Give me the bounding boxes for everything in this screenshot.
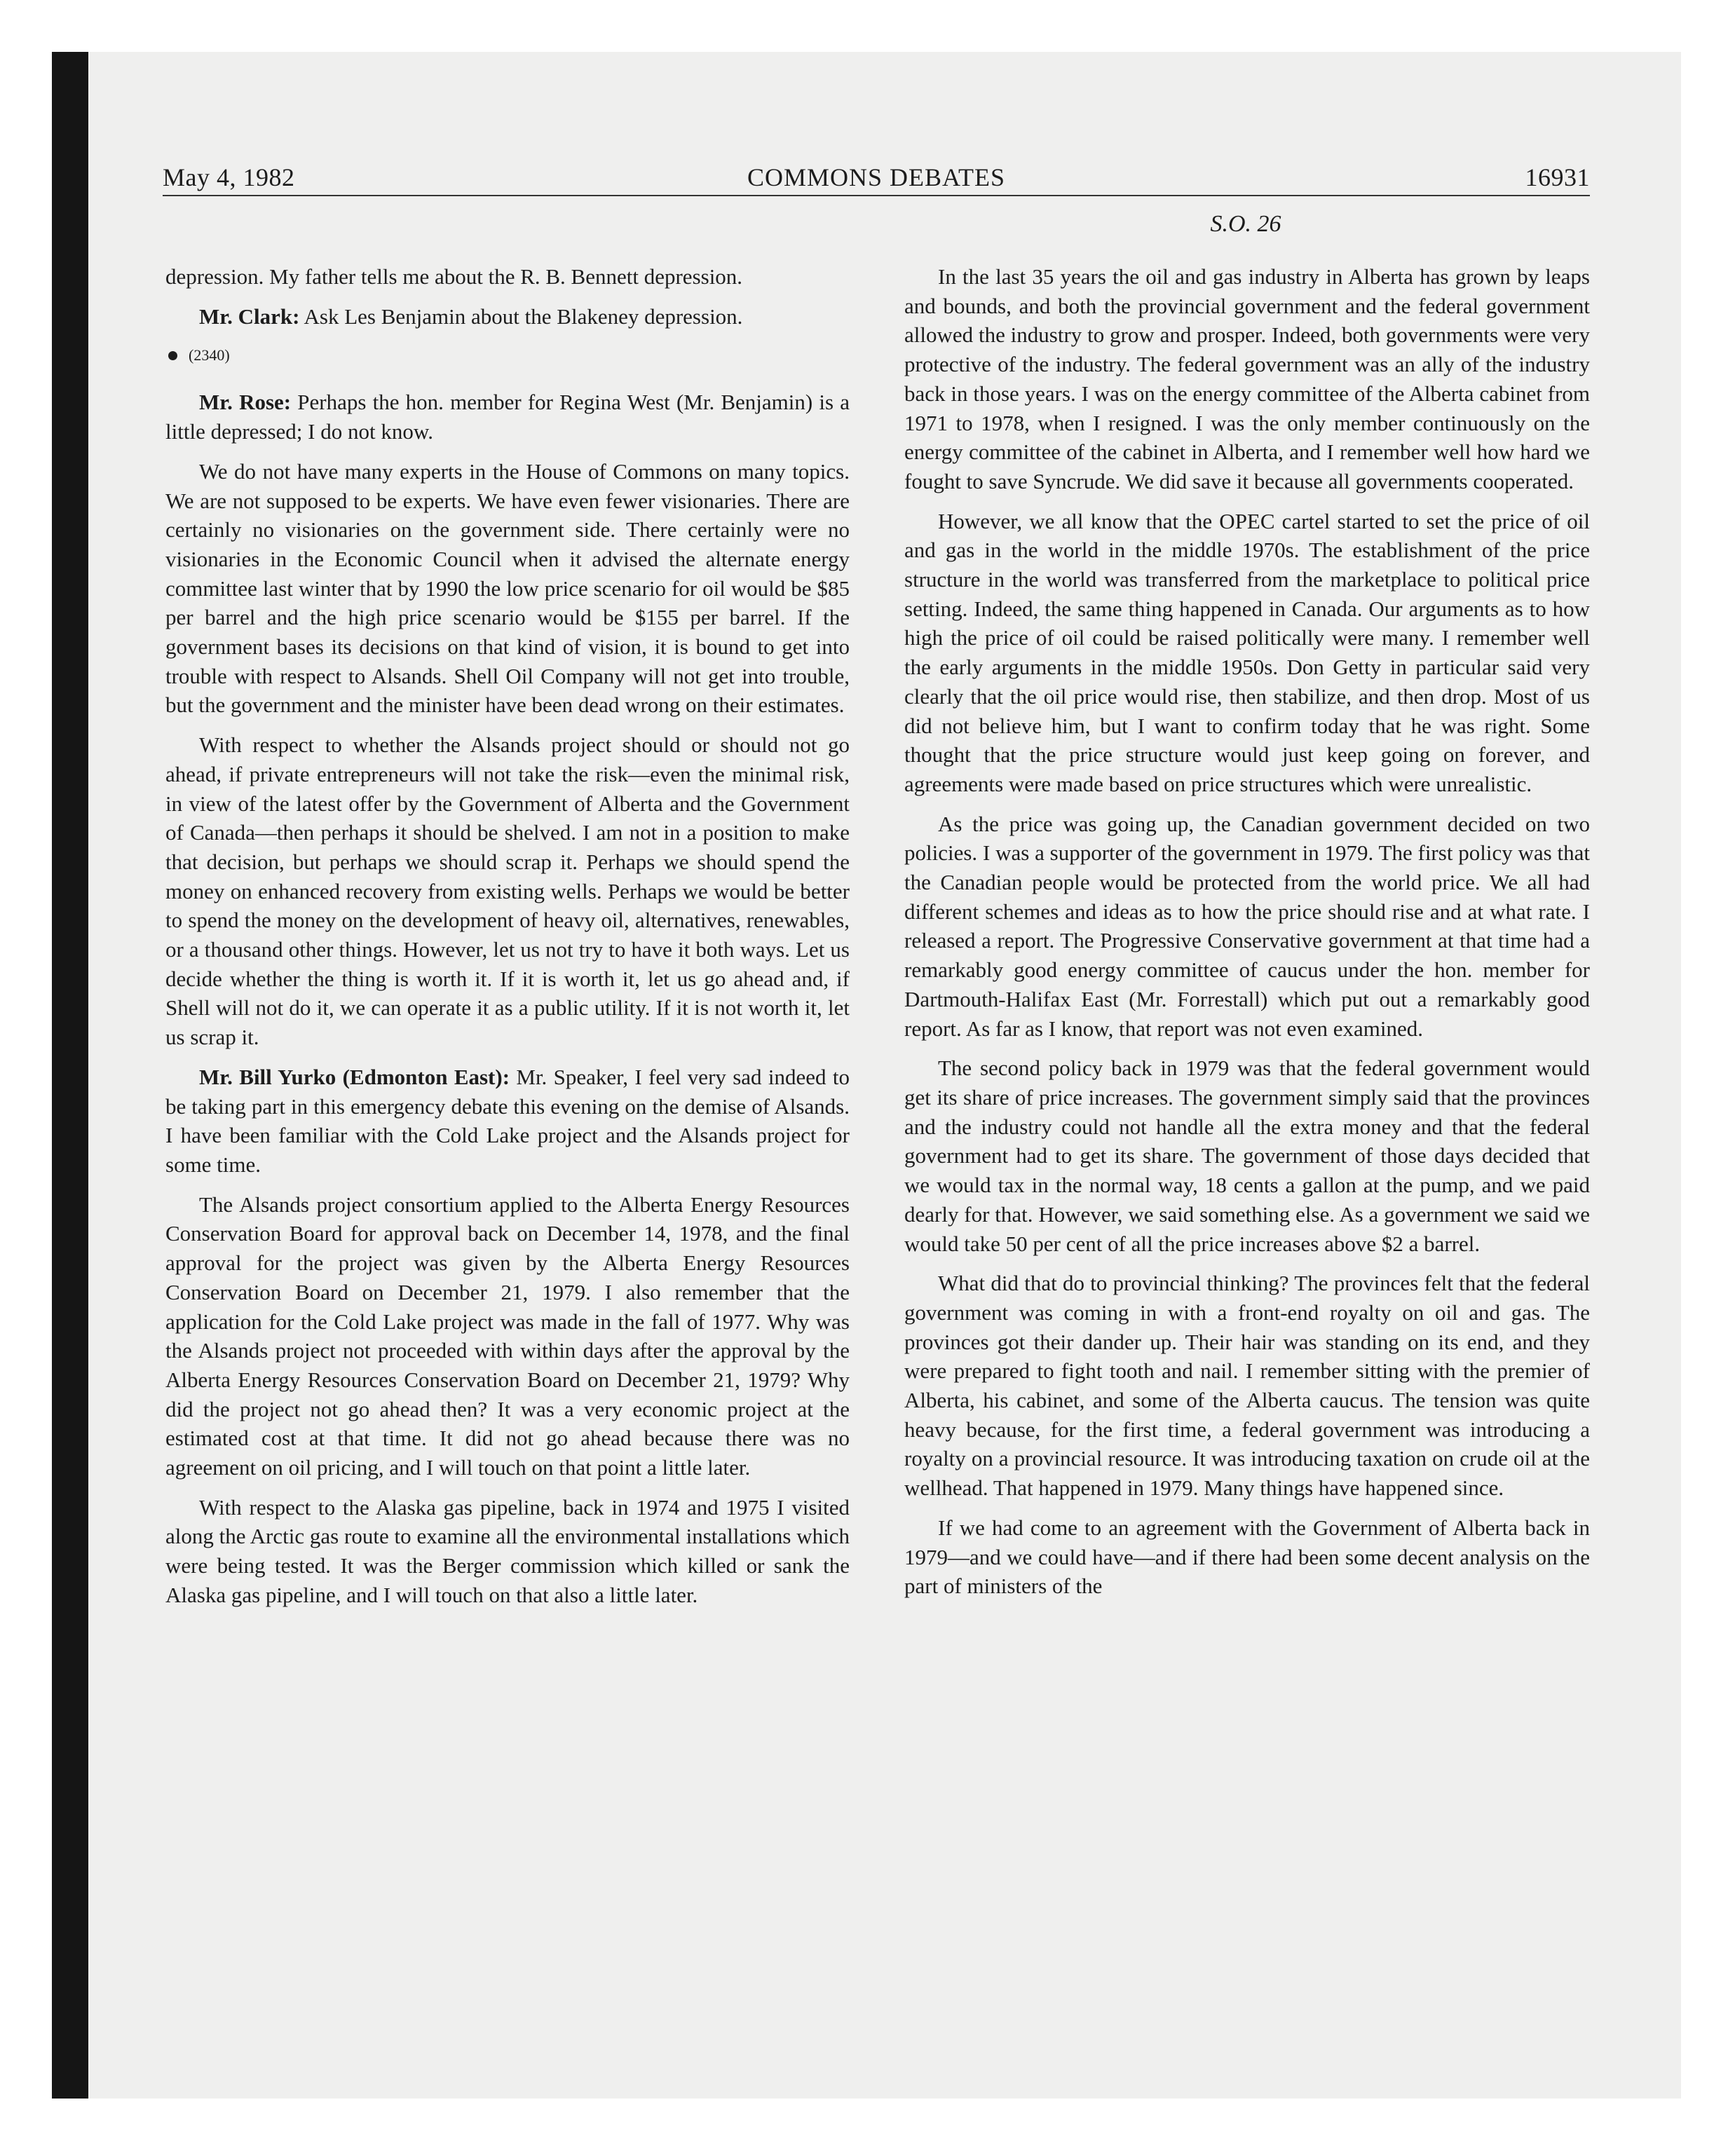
paragraph xyxy=(165,1063,850,1180)
paragraph: The Alsands project consortium applied to the Alberta Energy Resources Conservation Board for approval back on December 14, 1978, and the final approval for the project was given by the Alberta Energy Resources Conservation Board on December 21, 1979. I also remember that the application for the Cold Lake project was made in the fall of 1977. Why was the Alsands project not proceeded with within days after the approval by the Alberta Energy Resources Conservation Board on December 21, 1979? Why did the project not go ahead then? It was a very economic project at the estimated cost at that time. It did not go ahead because there was no agreement on oil pricing, and I will touch on that point a little later. xyxy=(165,1192,850,1480)
paragraph: We do not have many experts in the House of Commons on many topics. We are not supposed to be experts. We have even fewer visionaries. There are certainly no visionaries on the government side. There certainly were no visionaries in the Economic Council when it advised the alternate energy committee last winter that by 1990 the low price scenario for oil would be $85 per barrel and the high price scenario would be $155 per barrel. If the government bases its decisions on that kind of vision, it is bound to get into trouble with respect to Alsands. Shell Oil Company will not get into trouble, but the government and the minister have been dead wrong on their estimates. xyxy=(165,458,850,718)
speech-text: Perhaps the hon. member for Regina West (Mr. Benjamin) is a little depressed; I do not know. xyxy=(165,390,850,444)
paragraph: In the last 35 years the oil and gas industry in Alberta has grown by leaps and bounds, and both the provincial government and the federal government allowed the industry to grow and prosper. Indeed, both governments were very protective of the industry. The federal government was an ally of the industry back in those years. I was on the energy committee of the Alberta cabinet from 1971 to 1978, when I resigned. I was the only member continuously on the energy committee of the cabinet in Alberta, and I remember well how hard we fought to save Syncrude. We did save it because all governments cooperated. xyxy=(904,264,1590,493)
speaker-name: Mr. Clark: xyxy=(199,303,300,329)
left-column xyxy=(165,262,850,1621)
speaker-name: Mr. Rose: xyxy=(199,390,292,415)
header-date: May 4, 1982 xyxy=(163,163,295,191)
standing-order-reference: S.O. 26 xyxy=(1210,211,1281,237)
paragraph: With respect to whether the Alsands project should or should not go ahead, if private entrepreneurs will not take the risk—even the minimal risk, in view of the latest offer by the Government of Alberta and the Government of Canada—then perhaps it should be shelved. I am not in a position to make that decision, but perhaps we should scrap it. Perhaps we should spend the money on enhanced recovery from existing wells. Perhaps we would be better to spend the money on the development of heavy oil, alternatives, renewables, or a thousand other things. However, let us not try to have it both ways. Let us decide whether the thing is worth it. If it is worth it, let us go ahead and, if Shell will not do it, we can operate it as a public utility. If it is not worth it, let us scrap it. xyxy=(165,732,850,1050)
paragraph xyxy=(165,302,850,332)
speech-text: Mr. Speaker, I feel very sad indeed to be taking part in this emergency debate this evening on the demise of Alsands. I have been familiar with the Cold Lake project and the Alsands project for some time. xyxy=(165,1064,850,1177)
bullet-icon xyxy=(168,351,177,360)
paragraph: What did that do to provincial thinking? The provinces felt that the federal government was coming in with a front-end royalty on oil and gas. The provinces got their dander up. Their hair was standing on its end, and they were prepared to fight tooth and nail. I remember sitting with the premier of Alberta, his cabinet, and some of the Alberta caucus. The tension was quite heavy because, for the first time, a federal government was introducing a royalty on a provincial resource. It was introducing taxation on crude oil at the wellhead. That happened in 1979. Many things have happened since. xyxy=(904,1271,1590,1501)
time-marker xyxy=(165,341,850,369)
scan-binding-edge xyxy=(52,52,88,2099)
speaker-name: Mr. Bill Yurko (Edmonton East): xyxy=(199,1064,510,1089)
paragraph: The second policy back in 1979 was that the federal government would get its share of price increases. The government simply said that the provinces and the industry could not handle all the extra money and that the federal government had to get its share. The government of those days decided that we would tax in the normal way, 18 cents a gallon at the pump, and we paid dearly for that. However, we said something else. As a government we said we would take 50 per cent of all the price increases above $2 a barrel. xyxy=(904,1056,1590,1256)
speech-text: Ask Les Benjamin about the Blakeney depression. xyxy=(299,303,743,329)
page-header xyxy=(163,157,1590,196)
right-column xyxy=(904,262,1590,1611)
paragraph xyxy=(165,388,850,446)
paragraph: With respect to the Alaska gas pipeline, back in 1974 and 1975 I visited along the Arctic gas route to examine all the environmental installations which were being tested. It was the Berger commission which killed or sank the Alaska gas pipeline, and I will touch on that also a little later. xyxy=(165,1494,850,1607)
paragraph: As the price was going up, the Canadian government decided on two policies. I was a supporter of the government in 1979. The first policy was that the Canadian people would be protected from the world price. We all had different schemes and ideas as to how the price should rise and at what rate. I released a report. The Progressive Conservative government at that time had a remarkably good energy committee of caucus under the hon. member for Dartmouth-Halifax East (Mr. Forrestall) which put out a remarkably good report. As far as I know, that report was not even examined. xyxy=(904,811,1590,1041)
header-title: COMMONS DEBATES xyxy=(747,163,1006,191)
header-page-number: 16931 xyxy=(1525,163,1590,191)
paragraph: depression. My father tells me about the R. B. Bennett depression. xyxy=(165,264,743,289)
paragraph: However, we all know that the OPEC cartel started to set the price of oil and gas in the world in the middle 1970s. The establishment of the price structure in the world was transferred from the marketplace to political price setting. Indeed, the same thing happened in Canada. Our arguments as to how high the price of oil could be raised politically were many. I remember well the early arguments in the middle 1950s. Don Getty in particular said very clearly that the oil price would rise, then stabilize, and then drop. Most of us did not believe him, but I want to confirm today that he was right. Some thought that the price structure would just keep going on forever, and agreements were made based on price structures which were unrealistic. xyxy=(904,508,1590,796)
paragraph: If we had come to an agreement with the Government of Alberta back in 1979—and we could have—and if there had been some decent analysis on the part of ministers of the xyxy=(904,1515,1590,1599)
time-marker-label: (2340) xyxy=(189,346,230,364)
